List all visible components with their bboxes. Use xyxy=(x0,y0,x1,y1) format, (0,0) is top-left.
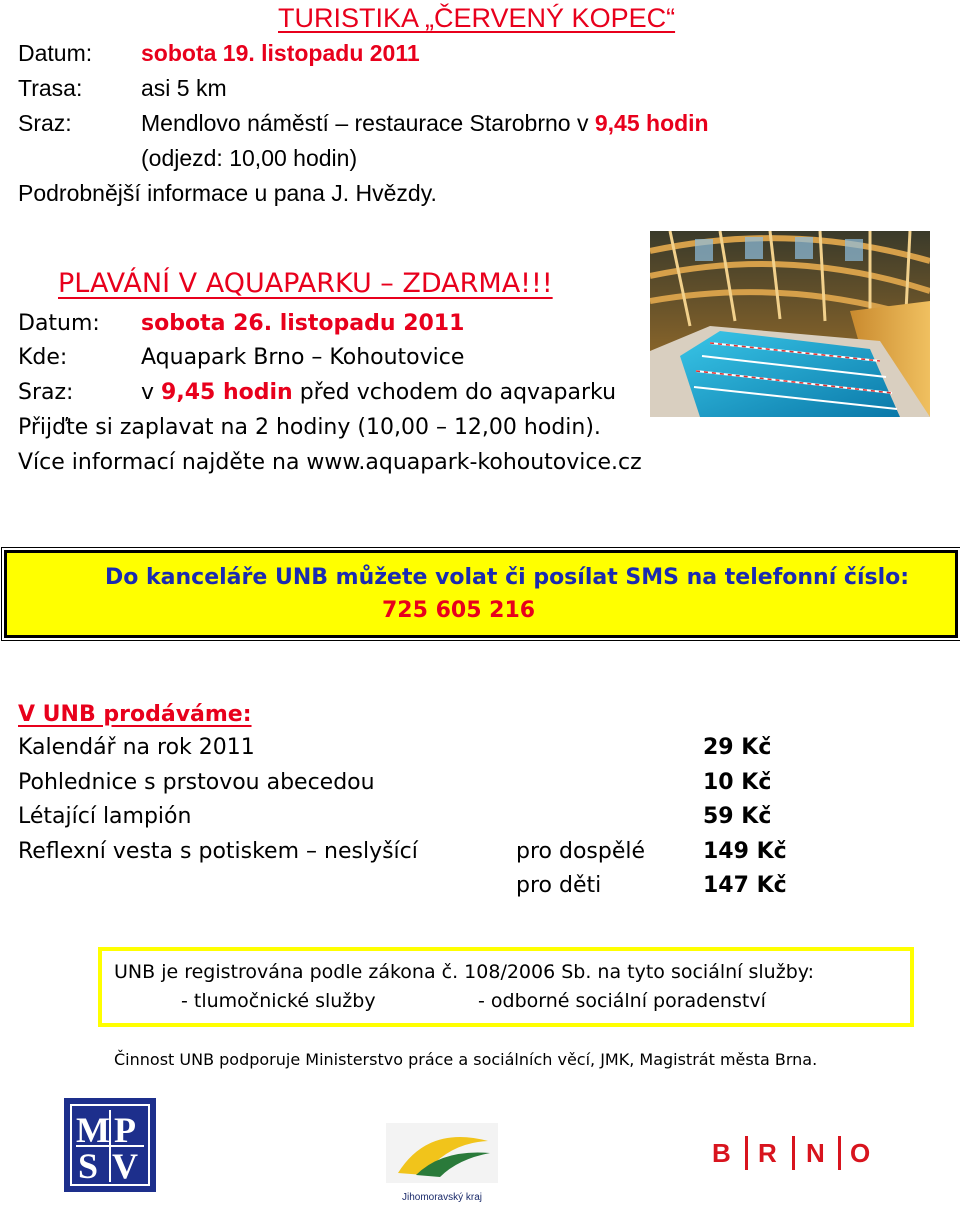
swimming-pool-photo xyxy=(650,231,930,417)
swim-meet-time: 9,45 hodin xyxy=(161,380,293,405)
contact-box xyxy=(4,550,958,638)
brno-letters-icon xyxy=(708,1122,880,1186)
trip-title: TURISTIKA „ČERVENÝ KOPEC“ xyxy=(278,3,676,33)
svg-text:V: V xyxy=(112,1146,138,1186)
product-name: Létající lampión xyxy=(18,804,192,829)
trip-more-info: Podrobnější informace u pana J. Hvězdy. xyxy=(18,180,437,206)
contact-phone: 725 605 216 xyxy=(382,598,536,623)
contact-text: Do kanceláře UNB můžete volat či posílat SMS na telefonní číslo: xyxy=(105,565,910,590)
svg-text:O: O xyxy=(850,1138,871,1168)
support-line: Činnost UNB podporuje Ministerstvo práce a sociálních věcí, JMK, Magistrát města Brna. xyxy=(114,1050,818,1069)
services-line: UNB je registrována podle zákona č. 108/2006 Sb. na tyto sociální služby: xyxy=(114,961,815,983)
product-price: 29 Kč xyxy=(703,735,772,760)
pool-picture-icon xyxy=(650,231,930,417)
service-item-counseling: - odborné sociální poradenství xyxy=(478,990,766,1012)
trip-date-value: sobota 19. listopadu 2011 xyxy=(141,40,420,66)
trip-meet-value xyxy=(141,110,709,137)
mpsv-letters-icon xyxy=(64,1098,156,1192)
trip-route-label: Trasa: xyxy=(18,75,83,101)
jmk-logo xyxy=(378,1113,506,1207)
product-name: Pohlednice s prstovou abecedou xyxy=(18,770,375,795)
brno-logo xyxy=(708,1122,880,1186)
svg-text:P: P xyxy=(114,1110,136,1150)
trip-meet-label: Sraz: xyxy=(18,110,72,136)
svg-text:Jihomoravský kraj: Jihomoravský kraj xyxy=(401,1192,483,1203)
swim-web-info: Více informací najděte na www.aquapark-kohoutovice.cz xyxy=(18,450,642,475)
swim-meet-label: Sraz: xyxy=(18,380,74,405)
product-price: 147 Kč xyxy=(703,873,787,898)
swim-invite: Přijďte si zaplavat na 2 hodiny (10,00 – 12,00 hodin). xyxy=(18,415,601,440)
swim-meet-rest: před vchodem do aqvaparku xyxy=(299,380,617,405)
swim-meet-v: v xyxy=(141,380,155,405)
product-variant: pro děti xyxy=(516,873,602,898)
mpsv-logo xyxy=(64,1098,156,1192)
jmk-emblem-icon xyxy=(378,1113,506,1207)
swim-date-value: sobota 26. listopadu 2011 xyxy=(141,311,465,336)
service-item-interpreting: - tlumočnické služby xyxy=(181,990,376,1012)
product-price: 149 Kč xyxy=(703,839,787,864)
product-price: 10 Kč xyxy=(703,770,772,795)
trip-meet-time: 9,45 hodin xyxy=(594,110,709,136)
svg-text:S: S xyxy=(78,1146,99,1186)
svg-text:N: N xyxy=(806,1138,825,1168)
product-variant: pro dospělé xyxy=(516,839,646,864)
services-box xyxy=(98,947,914,1027)
trip-route-value: asi 5 km xyxy=(141,75,227,101)
product-price: 59 Kč xyxy=(703,804,772,829)
swim-title: PLAVÁNÍ V AQUAPARKU – ZDARMA!!! xyxy=(58,268,553,299)
swim-place-value: Aquapark Brno – Kohoutovice xyxy=(141,345,465,370)
trip-meet-place: Mendlovo náměstí – restaurace Starobrno v xyxy=(141,110,589,136)
product-name: Kalendář na rok 2011 xyxy=(18,735,255,760)
swim-meet-value xyxy=(141,380,616,405)
svg-text:R: R xyxy=(758,1138,777,1168)
swim-date-label: Datum: xyxy=(18,311,100,336)
swim-place-label: Kde: xyxy=(18,345,68,370)
products-title: V UNB prodáváme: xyxy=(18,702,252,727)
svg-text:B: B xyxy=(712,1138,731,1168)
trip-date-label: Datum: xyxy=(18,40,93,66)
trip-departure: (odjezd: 10,00 hodin) xyxy=(141,145,358,171)
svg-text:M: M xyxy=(76,1110,110,1150)
product-name: Reflexní vesta s potiskem – neslyšící xyxy=(18,839,418,864)
